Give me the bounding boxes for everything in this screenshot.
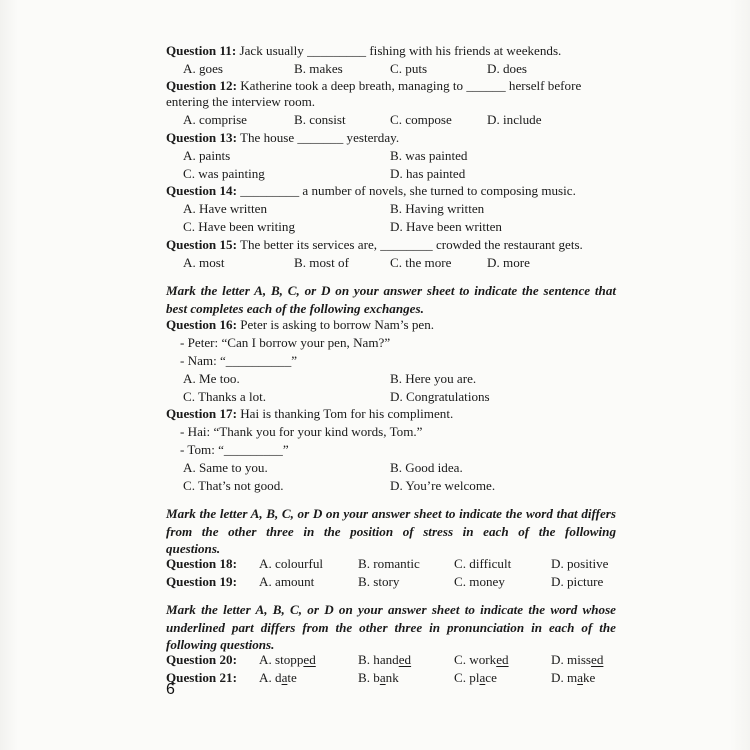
question-15-option-b: B. most of <box>294 255 349 270</box>
question-18-option-c: C. difficult <box>454 556 512 571</box>
question-14-option-a: A. Have written <box>183 201 267 216</box>
question-17-dialogue-tom: - Tom: “_________” <box>180 442 289 457</box>
question-13-option-a: A. paints <box>183 148 231 163</box>
question-20-option-a: A. stopped <box>259 652 316 667</box>
question-21-option-c: C. place <box>454 670 497 685</box>
question-13-option-d: D. has painted <box>390 166 466 181</box>
question-12-stem: Question 12: Katherine took a deep breath, managing to ______ herself before <box>166 78 582 93</box>
question-20-label: Question 20: <box>166 652 237 667</box>
question-19-option-a: A. amount <box>259 574 315 589</box>
question-16-stem: Question 16: Peter is asking to borrow Nam’s pen. <box>166 317 435 332</box>
question-11-option-c: C. puts <box>390 61 428 76</box>
question-15-option-d: D. more <box>487 255 530 270</box>
question-16-option-b: B. Here you are. <box>390 371 477 386</box>
question-21-label: Question 21: <box>166 670 237 685</box>
question-17-option-d: D. You’re welcome. <box>390 478 496 493</box>
question-15-stem: Question 15: The better its services are, ________ crowded the restaurant gets. <box>166 237 583 252</box>
section-instruction-stress: Mark the letter A, B, C, or D on your answer sheet to indicate the word that differs from the other three in the position of stress in each of the following questions. <box>166 506 616 556</box>
question-12-stem-continued: entering the interview room. <box>166 94 316 109</box>
question-17-option-c: C. That’s not good. <box>183 478 284 493</box>
question-14-option-b: B. Having written <box>390 201 485 216</box>
question-18-option-a: A. colourful <box>259 556 323 571</box>
question-16-option-a: A. Me too. <box>183 371 240 386</box>
question-16-option-c: C. Thanks a lot. <box>183 389 267 404</box>
question-19-label: Question 19: <box>166 574 237 589</box>
question-11-stem: Question 11: Jack usually _________ fishing with his friends at weekends. <box>166 43 562 58</box>
question-12-option-a: A. comprise <box>183 112 247 127</box>
question-16-dialogue-peter: - Peter: “Can I borrow your pen, Nam?” <box>180 335 391 350</box>
question-15-option-c: C. the more <box>390 255 452 270</box>
question-21-option-b: B. bank <box>358 670 399 685</box>
question-13-stem: Question 13: The house _______ yesterday. <box>166 130 400 145</box>
question-17-option-b: B. Good idea. <box>390 460 463 475</box>
question-16-dialogue-nam: - Nam: “__________” <box>180 353 298 368</box>
question-15-option-a: A. most <box>183 255 225 270</box>
question-14-option-d: D. Have been written <box>390 219 502 234</box>
section-instruction-pronunciation: Mark the letter A, B, C, or D on your answer sheet to indicate the word whose underlined part differs from the other three in pronunciation in each of the following questions. <box>166 602 616 652</box>
question-11-option-b: B. makes <box>294 61 343 76</box>
question-19-option-b: B. story <box>358 574 400 589</box>
question-11-option-d: D. does <box>487 61 528 76</box>
question-19-option-d: D. picture <box>551 574 604 589</box>
question-17-stem: Question 17: Hai is thanking Tom for his compliment. <box>166 406 454 421</box>
question-12-option-b: B. consist <box>294 112 346 127</box>
question-18-option-b: B. romantic <box>358 556 420 571</box>
question-17-option-a: A. Same to you. <box>183 460 268 475</box>
section-instruction-exchanges: Mark the letter A, B, C, or D on your answer sheet to indicate the sentence that best completes each of the following exchanges. <box>166 283 616 316</box>
question-13-option-b: B. was painted <box>390 148 468 163</box>
question-14-stem: Question 14: _________ a number of novels, she turned to composing music. <box>166 183 576 198</box>
question-11-option-a: A. goes <box>183 61 224 76</box>
question-20-option-d: D. missed <box>551 652 604 667</box>
question-13-option-c: C. was painting <box>183 166 265 181</box>
question-21-option-d: D. make <box>551 670 596 685</box>
question-20-option-c: C. worked <box>454 652 509 667</box>
question-20-option-b: B. handed <box>358 652 412 667</box>
question-18-label: Question 18: <box>166 556 237 571</box>
question-21-option-a: A. date <box>259 670 297 685</box>
question-17-dialogue-hai: - Hai: “Thank you for your kind words, Tom.” <box>180 424 423 439</box>
question-12-option-c: C. compose <box>390 112 452 127</box>
question-19-option-c: C. money <box>454 574 505 589</box>
page-number: 6 <box>166 681 175 698</box>
question-16-option-d: D. Congratulations <box>390 389 490 404</box>
question-14-option-c: C. Have been writing <box>183 219 295 234</box>
question-18-option-d: D. positive <box>551 556 609 571</box>
question-12-option-d: D. include <box>487 112 542 127</box>
